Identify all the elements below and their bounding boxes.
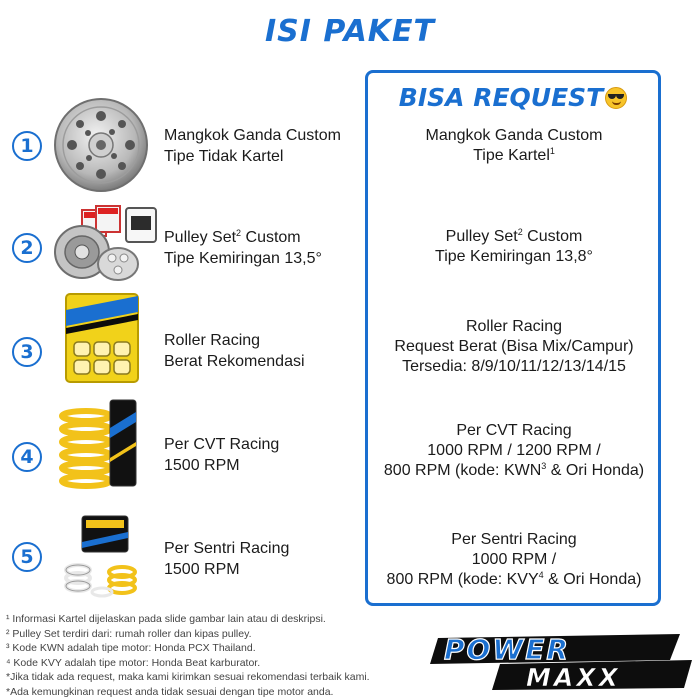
roller-racing-icon: [52, 292, 152, 384]
item-number: 2: [12, 233, 42, 263]
logo-line2: MAXX: [526, 663, 621, 692]
clutch-housing-icon: [52, 96, 150, 194]
package-item-2: [0, 200, 700, 290]
cvt-spring-icon: [52, 398, 152, 490]
footnote: ³ Kode KWN adalah tipe motor: Honda PCX Thailand.: [6, 642, 256, 655]
footnote: ¹ Informasi Kartel dijelaskan pada slide gambar lain atau di deskripsi.: [6, 613, 326, 625]
item-description: Roller Racing Berat Rekomendasi: [164, 332, 305, 370]
footnote: ⁴ Kode KVY adalah tipe motor: Honda Beat karburator.: [6, 656, 261, 669]
powermaxx-logo: [430, 630, 695, 692]
package-item-5: [0, 510, 700, 600]
item-description: Mangkok Ganda Custom Tipe Tidak Kartel: [164, 127, 341, 165]
package-item-3: [0, 300, 700, 390]
pulley-set-icon: [52, 204, 160, 284]
request-title: BISA REQUEST: [368, 83, 658, 112]
page-title: ISI PAKET: [264, 14, 436, 49]
footnote: ² Pulley Set terdiri dari: rumah roller dan kipas pulley.: [6, 627, 252, 640]
item-number: 3: [12, 337, 42, 367]
package-item-4: [0, 400, 700, 490]
item-number: 4: [12, 442, 42, 472]
request-description: Pulley Set$^2$ Custom Tipe Kemiringan 13,8°: [435, 227, 593, 265]
footnote: *Ada kemungkinan request anda tidak sesuai dengan tipe motor anda.: [6, 685, 334, 698]
footnote: *Jika tidak ada request, maka kami kirimkan sesuai rekomendasi terbaik kami.: [6, 671, 370, 684]
logo-line1: POWER: [444, 633, 570, 666]
request-description: Per Sentri Racing 1000 RPM / 800 RPM (kode: KVY$^4$ & Ori Honda): [386, 531, 642, 588]
request-description: Mangkok Ganda Custom Tipe Kartel$^1$: [425, 127, 603, 164]
item-description: Pulley Set$^2$ Custom Tipe Kemiringan 13,5°: [164, 228, 322, 267]
item-number: 5: [12, 542, 42, 572]
item-number: 1: [12, 131, 42, 161]
item-description: Per Sentri Racing 1500 RPM: [164, 540, 290, 578]
package-item-1: [0, 100, 700, 190]
footnotes: [6, 612, 426, 700]
item-description: Per CVT Racing 1500 RPM: [164, 436, 280, 474]
clutch-spring-icon: [52, 512, 152, 604]
request-description: Per CVT Racing 1000 RPM / 1200 RPM / 800 RPM (kode: KWN$^3$ & Ori Honda): [383, 422, 645, 479]
request-description: Roller Racing Request Berat (Bisa Mix/Campur) Tersedia: 8/9/10/11/12/13/14/15: [394, 318, 634, 375]
